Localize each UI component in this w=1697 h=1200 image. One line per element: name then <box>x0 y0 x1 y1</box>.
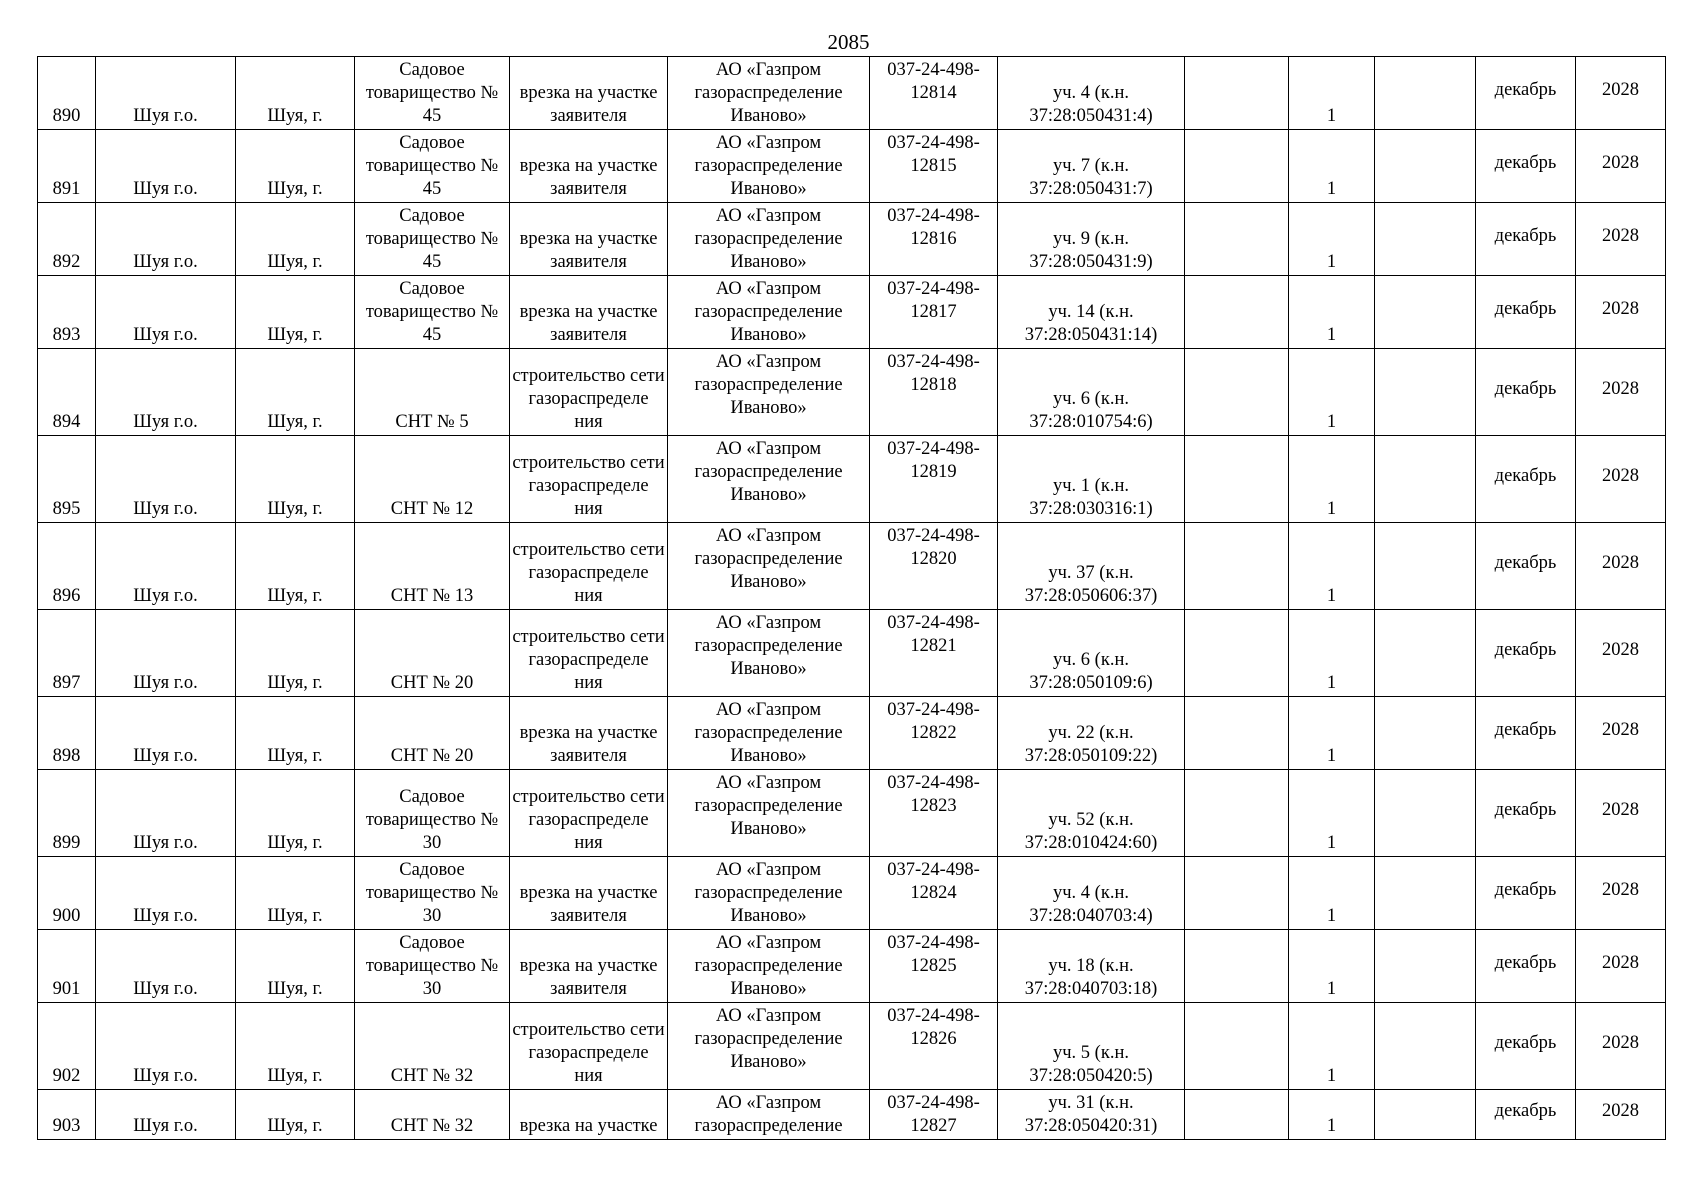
work-type-cell: врезка на участке заявителя <box>510 130 668 203</box>
year-cell: 2028 <box>1576 770 1666 857</box>
count-cell: 1 <box>1289 57 1375 130</box>
object-cell: Садовое товарищество № 45 <box>355 203 510 276</box>
month-cell: декабрь <box>1476 203 1576 276</box>
organization-cell: АО «Газпром газораспределение Иваново» <box>668 130 870 203</box>
count-cell: 1 <box>1289 857 1375 930</box>
empty-cell <box>1185 1003 1289 1090</box>
organization-cell: АО «Газпром газораспределение Иваново» <box>668 697 870 770</box>
locality-cell: Шуя, г. <box>236 130 355 203</box>
code-cell: 037-24-498- 12821 <box>870 610 998 697</box>
plot-cell: уч. 52 (к.н. 37:28:010424:60) <box>998 770 1185 857</box>
object-cell: Садовое товарищество № 30 <box>355 857 510 930</box>
empty-cell <box>1375 930 1476 1003</box>
count-cell: 1 <box>1289 523 1375 610</box>
table-row <box>38 130 1666 203</box>
empty-cell <box>1375 57 1476 130</box>
empty-cell <box>1375 276 1476 349</box>
empty-cell <box>1185 697 1289 770</box>
empty-cell <box>1375 770 1476 857</box>
locality-cell: Шуя, г. <box>236 349 355 436</box>
organization-cell: АО «Газпром газораспределение Иваново» <box>668 436 870 523</box>
plot-cell: уч. 37 (к.н. 37:28:050606:37) <box>998 523 1185 610</box>
empty-cell <box>1375 697 1476 770</box>
table-row <box>38 930 1666 1003</box>
row-number: 891 <box>38 130 96 203</box>
organization-cell: АО «Газпром газораспределение Иваново» <box>668 523 870 610</box>
row-number: 901 <box>38 930 96 1003</box>
work-type-cell: врезка на участке заявителя <box>510 276 668 349</box>
object-cell: СНТ № 20 <box>355 697 510 770</box>
object-cell: Садовое товарищество № 30 <box>355 770 510 857</box>
work-type-cell: врезка на участке заявителя <box>510 857 668 930</box>
code-cell: 037-24-498- 12822 <box>870 697 998 770</box>
district-cell: Шуя г.о. <box>96 1090 236 1140</box>
row-number: 892 <box>38 203 96 276</box>
month-cell: декабрь <box>1476 523 1576 610</box>
row-number: 902 <box>38 1003 96 1090</box>
month-cell: декабрь <box>1476 610 1576 697</box>
empty-cell <box>1185 857 1289 930</box>
table-row <box>38 697 1666 770</box>
row-number: 903 <box>38 1090 96 1140</box>
table-row <box>38 610 1666 697</box>
count-cell: 1 <box>1289 1003 1375 1090</box>
district-cell: Шуя г.о. <box>96 523 236 610</box>
locality-cell: Шуя, г. <box>236 697 355 770</box>
work-type-cell: врезка на участке заявителя <box>510 57 668 130</box>
code-cell: 037-24-498- 12823 <box>870 770 998 857</box>
object-cell: СНТ № 32 <box>355 1090 510 1140</box>
row-number: 893 <box>38 276 96 349</box>
code-cell: 037-24-498- 12819 <box>870 436 998 523</box>
count-cell: 1 <box>1289 770 1375 857</box>
object-cell: Садовое товарищество № 45 <box>355 130 510 203</box>
row-number: 894 <box>38 349 96 436</box>
object-cell: СНТ № 5 <box>355 349 510 436</box>
count-cell: 1 <box>1289 349 1375 436</box>
work-type-cell: строительство сети газораспределе ния <box>510 1003 668 1090</box>
code-cell: 037-24-498- 12824 <box>870 857 998 930</box>
object-cell: Садовое товарищество № 45 <box>355 57 510 130</box>
organization-cell: АО «Газпром газораспределение Иваново» <box>668 930 870 1003</box>
locality-cell: Шуя, г. <box>236 1003 355 1090</box>
district-cell: Шуя г.о. <box>96 203 236 276</box>
organization-cell: АО «Газпром газораспределение Иваново» <box>668 857 870 930</box>
plot-cell: уч. 31 (к.н. 37:28:050420:31) <box>998 1090 1185 1140</box>
month-cell: декабрь <box>1476 349 1576 436</box>
district-cell: Шуя г.о. <box>96 770 236 857</box>
table-row <box>38 203 1666 276</box>
district-cell: Шуя г.о. <box>96 57 236 130</box>
page-number: 2085 <box>827 30 870 54</box>
empty-cell <box>1185 770 1289 857</box>
year-cell: 2028 <box>1576 610 1666 697</box>
year-cell: 2028 <box>1576 857 1666 930</box>
empty-cell <box>1185 930 1289 1003</box>
code-cell: 037-24-498- 12815 <box>870 130 998 203</box>
empty-cell <box>1185 276 1289 349</box>
code-cell: 037-24-498- 12816 <box>870 203 998 276</box>
year-cell: 2028 <box>1576 130 1666 203</box>
organization-cell: АО «Газпром газораспределение Иваново» <box>668 57 870 130</box>
year-cell: 2028 <box>1576 276 1666 349</box>
row-number: 898 <box>38 697 96 770</box>
count-cell: 1 <box>1289 276 1375 349</box>
month-cell: декабрь <box>1476 276 1576 349</box>
work-type-cell: строительство сети газораспределе ния <box>510 610 668 697</box>
work-type-cell: строительство сети газораспределе ния <box>510 349 668 436</box>
locality-cell: Шуя, г. <box>236 523 355 610</box>
plot-cell: уч. 4 (к.н. 37:28:040703:4) <box>998 857 1185 930</box>
count-cell: 1 <box>1289 697 1375 770</box>
count-cell: 1 <box>1289 610 1375 697</box>
district-cell: Шуя г.о. <box>96 930 236 1003</box>
work-type-cell: врезка на участке заявителя <box>510 930 668 1003</box>
object-cell: Садовое товарищество № 45 <box>355 276 510 349</box>
empty-cell <box>1185 57 1289 130</box>
locality-cell: Шуя, г. <box>236 203 355 276</box>
code-cell: 037-24-498- 12814 <box>870 57 998 130</box>
count-cell: 1 <box>1289 1090 1375 1140</box>
row-number: 890 <box>38 57 96 130</box>
locality-cell: Шуя, г. <box>236 610 355 697</box>
plot-cell: уч. 6 (к.н. 37:28:050109:6) <box>998 610 1185 697</box>
row-number: 899 <box>38 770 96 857</box>
count-cell: 1 <box>1289 436 1375 523</box>
year-cell: 2028 <box>1576 203 1666 276</box>
table-row <box>38 436 1666 523</box>
month-cell: декабрь <box>1476 857 1576 930</box>
plot-cell: уч. 14 (к.н. 37:28:050431:14) <box>998 276 1185 349</box>
empty-cell <box>1375 203 1476 276</box>
district-cell: Шуя г.о. <box>96 610 236 697</box>
code-cell: 037-24-498- 12825 <box>870 930 998 1003</box>
organization-cell: АО «Газпром газораспределение Иваново» <box>668 610 870 697</box>
year-cell: 2028 <box>1576 930 1666 1003</box>
table-row <box>38 1003 1666 1090</box>
object-cell: СНТ № 13 <box>355 523 510 610</box>
work-type-cell: строительство сети газораспределе ния <box>510 436 668 523</box>
month-cell: декабрь <box>1476 930 1576 1003</box>
organization-cell: АО «Газпром газораспределение Иваново» <box>668 349 870 436</box>
plot-cell: уч. 9 (к.н. 37:28:050431:9) <box>998 203 1185 276</box>
table-row <box>38 57 1666 130</box>
code-cell: 037-24-498- 12818 <box>870 349 998 436</box>
object-cell: СНТ № 32 <box>355 1003 510 1090</box>
work-type-cell: врезка на участке <box>510 1090 668 1140</box>
locality-cell: Шуя, г. <box>236 857 355 930</box>
organization-cell: АО «Газпром газораспределение Иваново» <box>668 203 870 276</box>
month-cell: декабрь <box>1476 436 1576 523</box>
organization-cell: АО «Газпром газораспределение Иваново» <box>668 1003 870 1090</box>
work-type-cell: строительство сети газораспределе ния <box>510 770 668 857</box>
code-cell: 037-24-498- 12820 <box>870 523 998 610</box>
table-row <box>38 523 1666 610</box>
plot-cell: уч. 18 (к.н. 37:28:040703:18) <box>998 930 1185 1003</box>
year-cell: 2028 <box>1576 436 1666 523</box>
year-cell: 2028 <box>1576 1090 1666 1140</box>
month-cell: декабрь <box>1476 770 1576 857</box>
row-number: 896 <box>38 523 96 610</box>
month-cell: декабрь <box>1476 697 1576 770</box>
code-cell: 037-24-498- 12817 <box>870 276 998 349</box>
district-cell: Шуя г.о. <box>96 857 236 930</box>
locality-cell: Шуя, г. <box>236 57 355 130</box>
empty-cell <box>1185 1090 1289 1140</box>
empty-cell <box>1375 610 1476 697</box>
organization-cell: АО «Газпром газораспределение <box>668 1090 870 1140</box>
empty-cell <box>1375 436 1476 523</box>
district-cell: Шуя г.о. <box>96 130 236 203</box>
year-cell: 2028 <box>1576 697 1666 770</box>
plot-cell: уч. 7 (к.н. 37:28:050431:7) <box>998 130 1185 203</box>
object-cell: Садовое товарищество № 30 <box>355 930 510 1003</box>
work-type-cell: строительство сети газораспределе ния <box>510 523 668 610</box>
empty-cell <box>1375 523 1476 610</box>
district-cell: Шуя г.о. <box>96 436 236 523</box>
empty-cell <box>1185 610 1289 697</box>
code-cell: 037-24-498- 12827 <box>870 1090 998 1140</box>
table-row <box>38 770 1666 857</box>
year-cell: 2028 <box>1576 349 1666 436</box>
count-cell: 1 <box>1289 203 1375 276</box>
month-cell: декабрь <box>1476 57 1576 130</box>
locality-cell: Шуя, г. <box>236 770 355 857</box>
empty-cell <box>1185 523 1289 610</box>
empty-cell <box>1185 130 1289 203</box>
table-row <box>38 1090 1666 1140</box>
district-cell: Шуя г.о. <box>96 276 236 349</box>
year-cell: 2028 <box>1576 1003 1666 1090</box>
district-cell: Шуя г.о. <box>96 1003 236 1090</box>
empty-cell <box>1185 349 1289 436</box>
empty-cell <box>1375 1003 1476 1090</box>
empty-cell <box>1375 349 1476 436</box>
district-cell: Шуя г.о. <box>96 697 236 770</box>
year-cell: 2028 <box>1576 57 1666 130</box>
empty-cell <box>1375 130 1476 203</box>
empty-cell <box>1185 203 1289 276</box>
plot-cell: уч. 1 (к.н. 37:28:030316:1) <box>998 436 1185 523</box>
organization-cell: АО «Газпром газораспределение Иваново» <box>668 276 870 349</box>
row-number: 900 <box>38 857 96 930</box>
plot-cell: уч. 5 (к.н. 37:28:050420:5) <box>998 1003 1185 1090</box>
row-number: 897 <box>38 610 96 697</box>
month-cell: декабрь <box>1476 1090 1576 1140</box>
plot-cell: уч. 6 (к.н. 37:28:010754:6) <box>998 349 1185 436</box>
object-cell: СНТ № 12 <box>355 436 510 523</box>
locality-cell: Шуя, г. <box>236 930 355 1003</box>
registry-table <box>37 56 1666 1140</box>
district-cell: Шуя г.о. <box>96 349 236 436</box>
locality-cell: Шуя, г. <box>236 436 355 523</box>
work-type-cell: врезка на участке заявителя <box>510 697 668 770</box>
month-cell: декабрь <box>1476 130 1576 203</box>
code-cell: 037-24-498- 12826 <box>870 1003 998 1090</box>
year-cell: 2028 <box>1576 523 1666 610</box>
empty-cell <box>1185 436 1289 523</box>
table-row <box>38 349 1666 436</box>
plot-cell: уч. 22 (к.н. 37:28:050109:22) <box>998 697 1185 770</box>
locality-cell: Шуя, г. <box>236 276 355 349</box>
table-row <box>38 857 1666 930</box>
object-cell: СНТ № 20 <box>355 610 510 697</box>
table-row <box>38 276 1666 349</box>
plot-cell: уч. 4 (к.н. 37:28:050431:4) <box>998 57 1185 130</box>
empty-cell <box>1375 857 1476 930</box>
row-number: 895 <box>38 436 96 523</box>
work-type-cell: врезка на участке заявителя <box>510 203 668 276</box>
count-cell: 1 <box>1289 930 1375 1003</box>
organization-cell: АО «Газпром газораспределение Иваново» <box>668 770 870 857</box>
empty-cell <box>1375 1090 1476 1140</box>
count-cell: 1 <box>1289 130 1375 203</box>
locality-cell: Шуя, г. <box>236 1090 355 1140</box>
month-cell: декабрь <box>1476 1003 1576 1090</box>
